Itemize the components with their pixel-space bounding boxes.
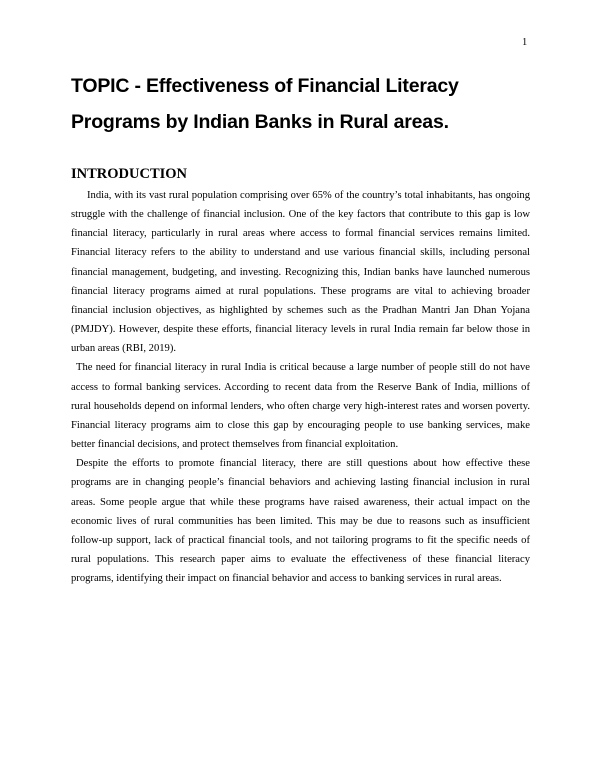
introduction-heading: INTRODUCTION xyxy=(71,166,188,182)
introduction-paragraph-1: India, with its vast rural population comprising over 65% of the country’s total inhabitants, has ongoing struggle with the challenge of financial inclusion. One of the key factors that contribute to this gap is low financial literacy, particularly in rural areas where access to formal financial services remains limited. Financial literacy refers to the ability to understand and use various financial skills, including personal financial management, budgeting, and investing. Recognizing this, Indian banks have launched numerous financial literacy programs aimed at rural populations. These programs are vital to achieving broader financial inclusion objectives, as highlighted by schemes such as the Pradhan Mantri Jan Dhan Yojana (PMJDY). However, despite these efforts, financial literacy levels in rural India remain far below those in urban areas (RBI, 2019). xyxy=(71,190,530,355)
document-title: TOPIC - Effectiveness of Financial Literacy Programs by Indian Banks in Rural areas. xyxy=(71,75,459,133)
introduction-paragraph-2: The need for financial literacy in rural India is critical because a large number of people still do not have access to formal banking services. According to recent data from the Reserve Bank of India, millions of rural households depend on informal lenders, who often charge very high-interest rates and worsen poverty. Financial literacy programs aim to close this gap by encouraging people to use banking services, make better financial decisions, and protect themselves from financial exploitation. xyxy=(71,362,530,451)
introduction-body xyxy=(71,186,530,588)
page-number: 1 xyxy=(522,37,528,48)
introduction-paragraph-3: Despite the efforts to promote financial literacy, there are still questions about how effective these programs are in changing people’s financial behaviors and achieving lasting financial inclusion in rural areas. Some people argue that while these programs have raised awareness, their actual impact on the economic lives of rural communities has been limited. This may be due to reasons such as insufficient follow-up support, lack of practical financial tools, and not tailoring programs to fit the specific needs of rural populations. This research paper aims to evaluate the effectiveness of these financial literacy programs, identifying their impact on financial behavior and access to banking services in rural areas. xyxy=(71,458,530,585)
